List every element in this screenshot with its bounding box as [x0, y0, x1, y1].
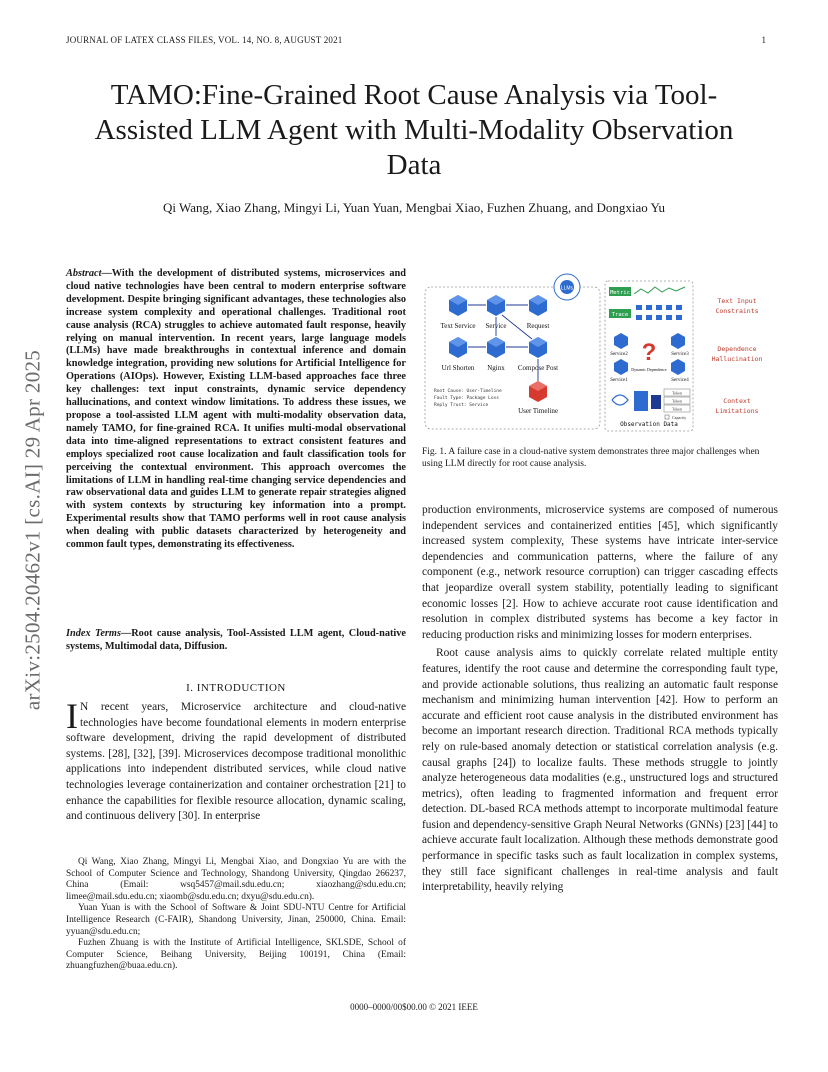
abstract — [66, 268, 406, 552]
service-label: Nginx — [487, 364, 505, 372]
body-paragraph: production environments, microservice systems are composed of numerous independent services and containerized entities [45], which significantly increased system complexity, These systems have intricate inter-service dependencies and communication patterns, where the failure of any component (e.g., network resource corruption) can trigger cascading effects that jeopardize overall system stability, potentially leading to significant economic losses [2]. How to achieve accurate root cause identification and resolution in complex distributed systems has become a key factor in reducing production risks and minimizing losses for modern enterprises. — [422, 504, 778, 641]
index-terms — [66, 628, 406, 654]
service-label: Service — [485, 322, 507, 330]
question-mark-icon: ? — [641, 339, 657, 366]
capacity-label: Capacity — [672, 415, 687, 420]
token-label: Token — [672, 390, 682, 396]
trace-nodes-icon — [636, 305, 682, 320]
challenge-label-line: Limitations — [715, 407, 759, 415]
copyright-footer: 0000–0000/00$00.00 © 2021 IEEE — [350, 1002, 478, 1012]
dynamic-dependence-label: Dynamic Dependence — [631, 367, 667, 372]
figure-1-diagram — [422, 267, 778, 432]
service-label: Compose Post — [517, 364, 559, 372]
service-cube-icon — [487, 295, 505, 316]
challenge-label — [715, 397, 758, 415]
page-number: 1 — [761, 35, 766, 45]
section-heading-introduction: I. INTRODUCTION — [186, 682, 286, 694]
challenge-label-line: Context — [723, 397, 751, 405]
capacity-box-icon — [665, 415, 669, 419]
service4-label: Service4 — [671, 378, 689, 383]
service-cube-icon — [449, 337, 467, 358]
observation-data-icon — [612, 391, 661, 411]
right-column-body — [422, 503, 778, 899]
metric-line-icon — [634, 287, 685, 294]
service-cube-icon — [449, 295, 467, 316]
figure-caption: Fig. 1. A failure case in a cloud-native system demonstrates three major challenges when using LLM directly for root cause analysis. — [422, 447, 760, 469]
observation-data-label: Observation Data — [620, 421, 678, 428]
index-terms-label: Index Terms — [66, 628, 121, 639]
service-label: Url Shorten — [441, 364, 475, 372]
service1-label: Service1 — [610, 378, 628, 383]
abstract-label: Abstract — [66, 268, 102, 279]
fault-note-line: Reply Trust: Service — [434, 403, 489, 408]
challenge-label-line: Text Input — [717, 297, 757, 305]
token-label: Token — [672, 406, 682, 412]
service-cube-icon — [614, 333, 628, 349]
service3-label: Service3 — [671, 352, 689, 357]
service-cube-icon — [529, 337, 547, 358]
index-terms-text: —Root cause analysis, Tool-Assisted LLM agent, Cloud-native systems, Multimodal data, Diffusion. — [66, 628, 406, 652]
fault-note-line: Root Cause: User-Timeline — [434, 389, 502, 394]
service-cube-icon — [529, 295, 547, 316]
service2-label: Service2 — [610, 352, 628, 357]
service-cube-icon — [614, 359, 628, 375]
abstract-text: —With the development of distributed systems, microservices and cloud native technologies have been central to modern enterprise software development. Despite bringing significant advantages, these technologies also increase system complexity and operational challenges. Traditional root cause analysis (RCA) struggles to achieve automated fault response, heavily relying on manual intervention. In recent years, large language models (LLMs) have made breakthroughs in contextual inference and domain knowledge integration, providing new solutions for Artificial Intelligence for Operations (AIOps). However, Existing LLM-based approaches face three key challenges: text input constraints, dynamic service dependency hallucinations, and context window limitations. To address these issues, we propose a tool-assisted LLM agent with multi-modality observation data, namely TAMO, for fine-grained RCA. It unifies multi-modal observational data into time-aligned representations to extract consistent features and employs specialized root cause localization and fault classification tools for perceiving the contextual environment. This approach overcomes the limitations of LLM in handling real-time changing service dependencies and raw observational data and guides LLM to generate repair strategies aligned with system contexts by structuring key information into a prompt. Experimental results show that TAMO performs well in root cause analysis when dealing with public datasets characterized by heterogeneity and common fault types, demonstrating its effectiveness. — [66, 268, 406, 551]
body-paragraph: Root cause analysis aims to quickly correlate related multiple entity features, identify the root cause and determine the corresponding fault type, and provide actionable solutions, thus realizing an automatic fault response mechanism and minimizing human intervention [42]. How to perform an accurate and efficient root cause analysis in the distributed environment has become an important research direction. Traditional RCA methods typically rely on rule-based anomaly detection or statistical correlation analysis (e.g. causal graphs [24]) to localize faults. These methods struggle to jointly analyze heterogeneous data modalities (e.g., unstructured logs and structured metrics), often leading to fragmented information and frequent error detection. DL-based RCA methods attempt to incorporate multimodal feature fusion and dependency-sensitive Graph Neural Networks (GNNs) [23] [44] to achieve accurate fault localization. Although these methods demonstrate good performance in specific tasks such as fault localization in complex systems, they still face significant challenges in real-time analysis and fault interpretability, heavily relying — [422, 647, 778, 894]
footnote: Fuzhen Zhuang is with the Institute of Artificial Intelligence, SKLSDE, School of Computer Science, Beihang University, Beijing 100191, China (Email: zhuangfuzhen@buaa.edu.cn). — [66, 938, 406, 972]
failed-service-icon — [529, 381, 547, 402]
challenge-label — [712, 345, 763, 363]
intro-text: N recent years, Microservice architecture and cloud-native technologies have become foundational elements in modern enterprise software development, driving the rapid development of distributed systems. [28], [32], [39]. Microservices decompose traditional monolithic applications into independent distributed services, while cloud native technologies leverage containerization and container orchestration [21] to enhance the capabilities for flexible resource allocation, dynamic scaling, and continuous delivery [30]. In enterprise — [66, 701, 406, 823]
figure-1 — [422, 267, 778, 432]
paper-title: TAMO:Fine-Grained Root Cause Analysis via Tool-Assisted LLM Agent with Multi-Modality Observation Data — [94, 79, 734, 181]
arxiv-stamp — [8, 290, 58, 770]
challenge-label-line: Dependence — [717, 345, 757, 353]
service-cube-icon — [671, 333, 685, 349]
challenge-label-line: Constraints — [715, 307, 759, 315]
challenge-label-line: Hallucination — [711, 355, 763, 363]
service-cube-icon — [671, 359, 685, 375]
service-cube-icon — [487, 337, 505, 358]
trace-label: Trace — [611, 312, 629, 318]
user-timeline-label: User Timeline — [518, 407, 558, 415]
drop-cap: I — [66, 696, 78, 736]
llm-badge-label: LLMs — [560, 285, 574, 292]
intro-paragraph — [66, 696, 406, 825]
challenge-label — [715, 297, 758, 315]
arxiv-id: arXiv:2504.20462v1 [cs.AI] 29 Apr 2025 — [20, 349, 45, 711]
fault-note-line: Fault Type: Package Loss — [434, 396, 500, 401]
running-header: JOURNAL OF LATEX CLASS FILES, VOL. 14, NO. 8, AUGUST 2021 — [66, 35, 343, 45]
paper-authors: Qi Wang, Xiao Zhang, Mingyi Li, Yuan Yuan, Mengbai Xiao, Fuzhen Zhuang, and Dongxiao Yu — [162, 200, 666, 215]
author-footnotes — [66, 857, 406, 973]
service-label: Request — [526, 322, 550, 330]
service-label: Text Service — [440, 322, 476, 330]
footnote: Yuan Yuan is with the School of Software & Joint SDU-NTU Centre for Artificial Intelligence Research (C-FAIR), Shandong University, Jinan, 250000, China. Email: yyuan@sdu.edu.cn; — [66, 903, 406, 937]
metric-label: Metric — [610, 290, 630, 296]
token-label: Token — [672, 398, 682, 404]
footnote: Qi Wang, Xiao Zhang, Mingyi Li, Mengbai Xiao, and Dongxiao Yu are with the School of Computer Science and Technology, Shandong University, Qingdao 266237, China (Email: wsq5457@mail.sdu.edu.cn; xiaozhang@sdu.edu.cn; limee@mail.sdu.edu.cn; xiaomb@sdu.edu.cn; dxyu@sdu.edu.cn). — [66, 857, 406, 902]
